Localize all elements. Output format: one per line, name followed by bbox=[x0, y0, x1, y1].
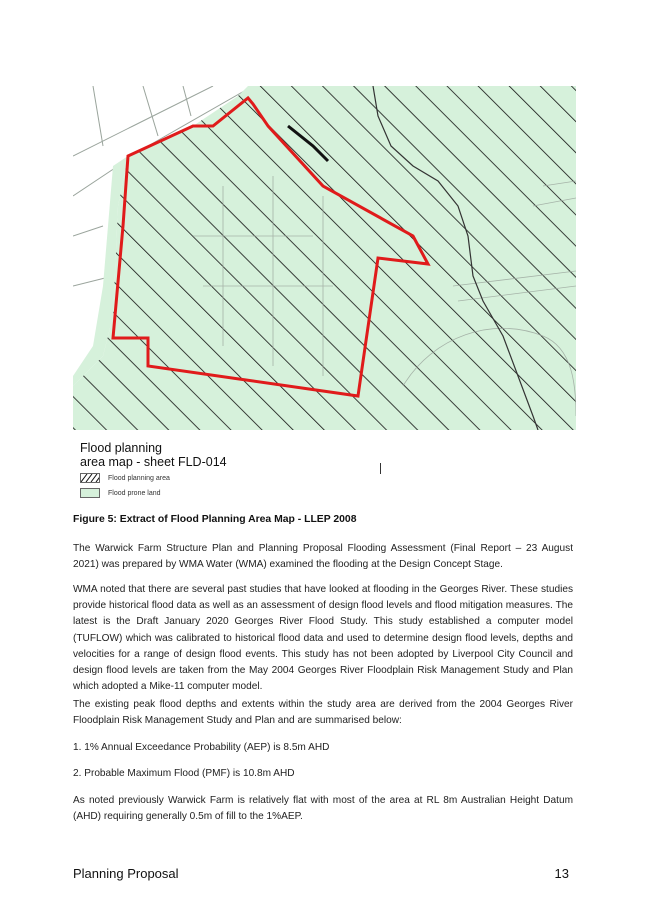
text-cursor-mark bbox=[380, 463, 381, 474]
paragraph-2: WMA noted that there are several past studies that have looked at flooding in the Georges River. These studies provide historical flood data as well as an assessment of design flood levels and flood mitigation measures. The latest is the Draft January 2020 Georges River Flood Study. This study established a computer model (TUFLOW) which was calibrated to historical flood data and used to determine design flood levels, depths and velocities for a range of design flood events. This study has not been adopted by Liverpool City Council and design flood levels are taken from the May 2004 Georges River Floodplain Risk Management Study and Plan which adopted a Mike-11 computer model. bbox=[73, 584, 573, 693]
legend-label-flood-planning-area: Flood planning area bbox=[108, 474, 170, 482]
list-item-pmf: 2. Probable Maximum Flood (PMF) is 10.8m AHD bbox=[73, 768, 295, 779]
green-swatch-icon bbox=[80, 488, 100, 498]
legend-item-flood-planning-area bbox=[80, 473, 170, 483]
footer-title: Planning Proposal bbox=[73, 866, 179, 881]
paragraph-1: The Warwick Farm Structure Plan and Planning Proposal Flooding Assessment (Final Report – 23 August 2021) was prepared by WMA Water (WMA) examined the flooding at the Design Concept Stage. bbox=[73, 543, 573, 571]
page-footer bbox=[73, 866, 573, 881]
legend-title bbox=[80, 441, 227, 469]
legend-label-flood-prone-land: Flood prone land bbox=[108, 489, 161, 497]
paragraph-4: As noted previously Warwick Farm is relatively flat with most of the area at RL 8m Australian Height Datum (AHD) requiring generally 0.5m of fill to the 1%AEP. bbox=[73, 795, 573, 823]
figure-caption: Figure 5: Extract of Flood Planning Area Map - LLEP 2008 bbox=[73, 514, 357, 525]
legend-title-line1: Flood planning bbox=[80, 441, 163, 455]
legend-title-line2: area map - sheet FLD-014 bbox=[80, 455, 227, 469]
flood-planning-map bbox=[73, 86, 576, 430]
hatch-swatch-icon bbox=[80, 473, 100, 483]
page-number: 13 bbox=[554, 866, 569, 881]
paragraph-3: The existing peak flood depths and extents within the study area are derived from the 2004 Georges River Floodplain Risk Management Study and Plan and are summarised below: bbox=[73, 699, 573, 727]
map-canvas bbox=[73, 86, 576, 430]
legend-item-flood-prone-land bbox=[80, 488, 161, 498]
list-item-aep: 1. 1% Annual Exceedance Probability (AEP) is 8.5m AHD bbox=[73, 742, 330, 753]
